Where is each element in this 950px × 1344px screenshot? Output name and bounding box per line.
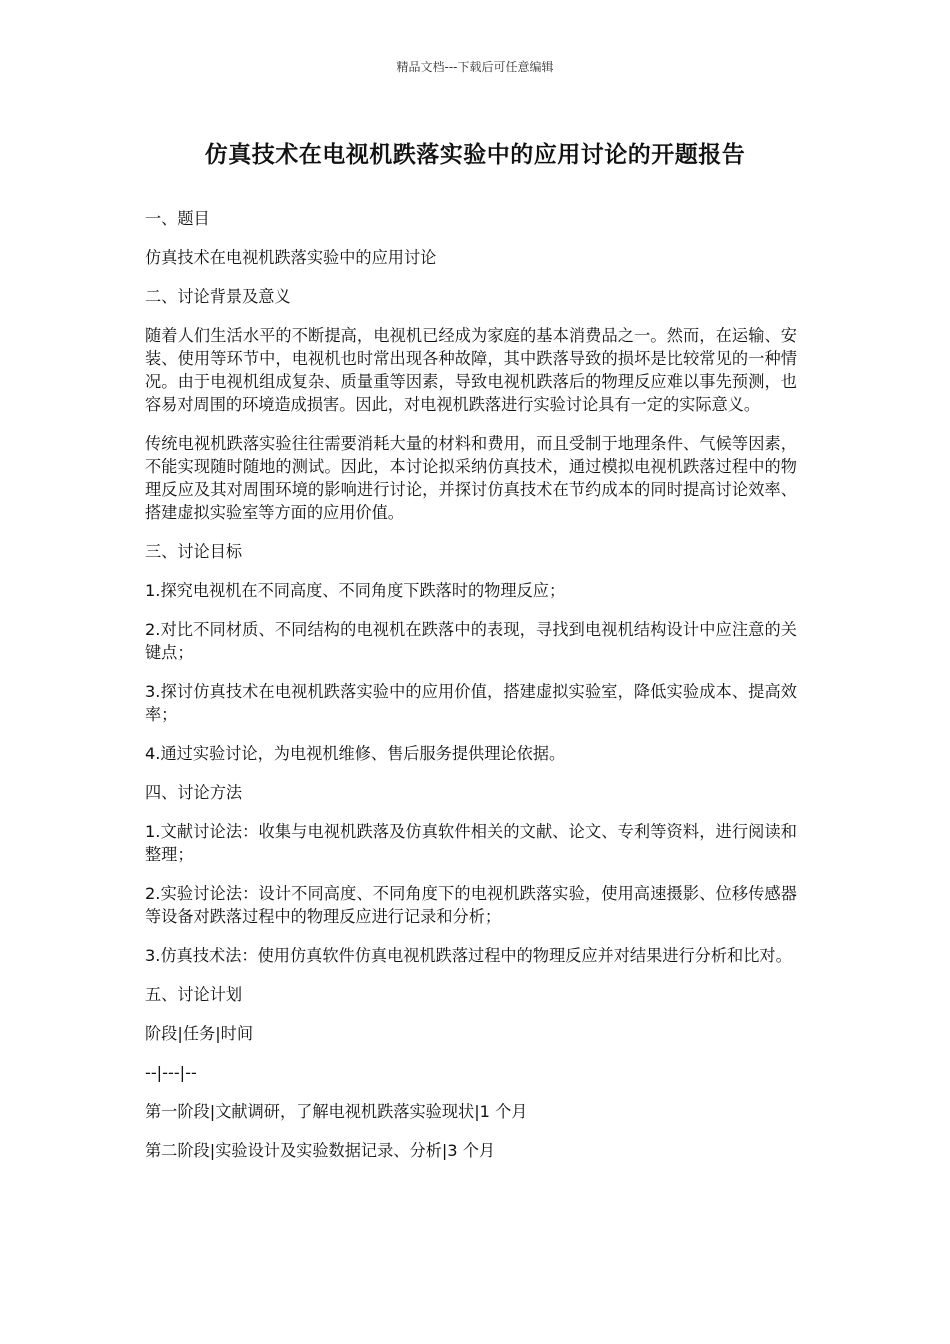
section-heading-plan: 五、讨论计划 [145,985,243,1004]
plan-line: 第二阶段|实验设计及实验数据记录、分析|3 个月 [145,1141,496,1160]
plan-line: --|---|-- [145,1063,197,1082]
document-title: 仿真技术在电视机跌落实验中的应用讨论的开题报告 [204,142,746,168]
section-heading-background: 二、讨论背景及意义 [145,287,291,306]
header-note: 精品文档---下载后可任意编辑 [396,60,554,74]
goal-item: 4.通过实验讨论，为电视机维修、售后服务提供理论依据。 [145,744,566,763]
section-heading-topic: 一、题目 [145,209,210,228]
topic-text: 仿真技术在电视机跌落实验中的应用讨论 [145,248,437,267]
plan-line: 阶段|任务|时间 [145,1024,254,1043]
section-heading-methods: 四、讨论方法 [145,783,243,802]
goal-item: 3.探讨仿真技术在电视机跌落实验中的应用价值，搭建虚拟实验室，降低实验成本、提高效率； [145,682,797,724]
method-item: 2.实验讨论法：设计不同高度、不同角度下的电视机跌落实验，使用高速摄影、位移传感器等设备对跌落过程中的物理反应进行记录和分析； [145,884,797,926]
background-paragraph: 传统电视机跌落实验往往需要消耗大量的材料和费用，而且受制于地理条件、气候等因素，不能实现随时随地的测试。因此，本讨论拟采纳仿真技术，通过模拟电视机跌落过程中的物理反应及其对周围环境的影响进行讨论，并探讨仿真技术在节约成本的同时提高讨论效率、搭建虚拟实验室等方面的应用价值。 [145,434,797,522]
background-paragraph: 随着人们生活水平的不断提高，电视机已经成为家庭的基本消费品之一。然而，在运输、安装、使用等环节中，电视机也时常出现各种故障，其中跌落导致的损坏是比较常见的一种情况。由于电视机组成复杂、质量重等因素，导致电视机跌落后的物理反应难以事先预测，也容易对周围的环境造成损害。因此，对电视机跌落进行实验讨论具有一定的实际意义。 [145,326,797,414]
method-item: 1.文献讨论法：收集与电视机跌落及仿真软件相关的文献、论文、专利等资料，进行阅读和整理； [145,822,797,864]
section-heading-goals: 三、讨论目标 [145,542,243,561]
document-body [145,207,797,1178]
goal-item: 2.对比不同材质、不同结构的电视机在跌落中的表现，寻找到电视机结构设计中应注意的关键点； [145,620,797,662]
plan-line: 第一阶段|文献调研，了解电视机跌落实验现状|1 个月 [145,1102,528,1121]
method-item: 3.仿真技术法：使用仿真软件仿真电视机跌落过程中的物理反应并对结果进行分析和比对。 [145,946,792,965]
goal-item: 1.探究电视机在不同高度、不同角度下跌落时的物理反应； [145,581,566,600]
